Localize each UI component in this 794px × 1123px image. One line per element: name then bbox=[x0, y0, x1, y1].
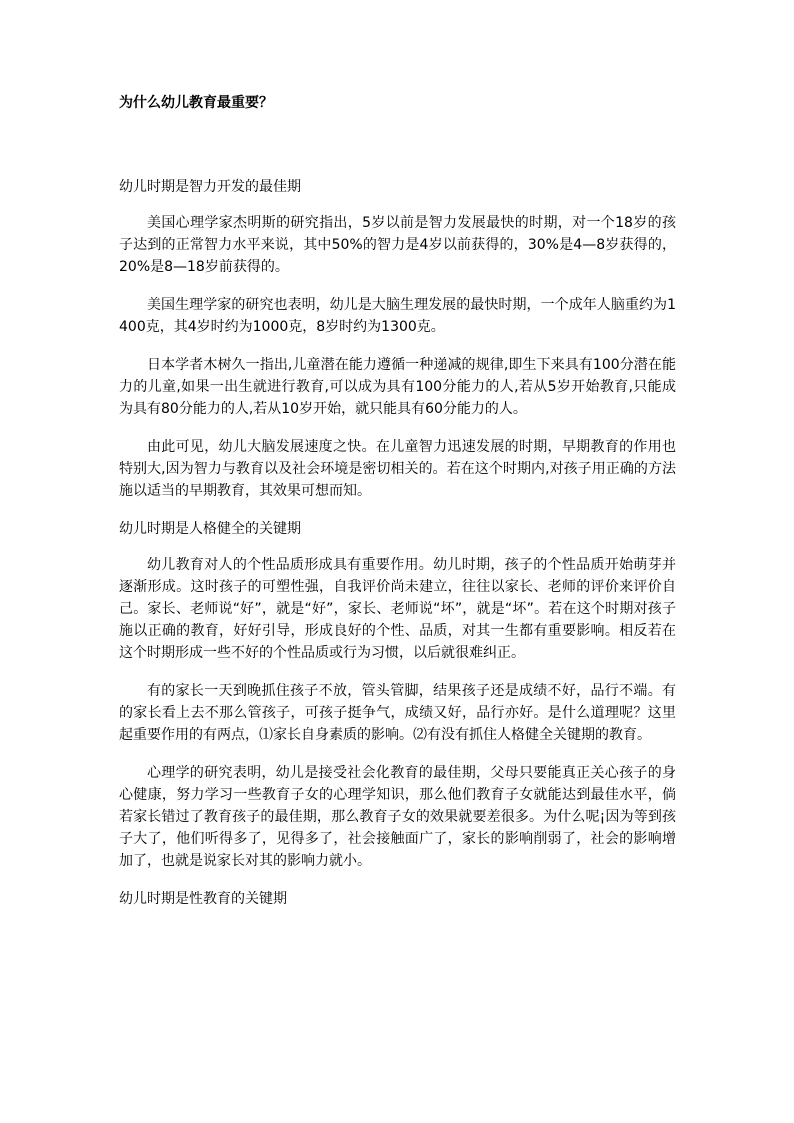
paragraph: 日本学者木树久一指出,儿童潜在能力遵循一种递减的规律,即生下来具有100分潜在能力的儿童,如果一出生就进行教育,可以成为具有100分能力的人,若从5岁开始教育,只能成为具有80分能力的人,若从10岁开始，就只能具有60分能力的人。 bbox=[119, 357, 676, 417]
paragraph: 由此可见，幼儿大脑发展速度之快。在儿童智力迅速发展的时期，早期教育的作用也特别大,因为智力与教育以及社会环境是密切相关的。若在这个时期内,对孩子用正确的方法施以适当的早期教育，其效果可想而知。 bbox=[119, 439, 676, 499]
spacer bbox=[119, 198, 676, 212]
spacer bbox=[119, 338, 676, 354]
paragraph: 心理学的研究表明，幼儿是接受社会化教育的最佳期，父母只要能真正关心孩子的身心健康，努力学习一些教育子女的心理学知识，那么他们教育子女就能达到最佳水平，倘若家长错过了教育孩子的最佳期，那么教育子女的效果就要差很多。为什么呢¡因为等到孩子大了，他们听得多了，见得多了，社会接触面广了，家长的影响削弱了，社会的影响增加了，也就是说家长对其的影响力就小。 bbox=[119, 765, 676, 869]
paragraph: 幼儿教育对人的个性品质形成具有重要作用。幼儿时期，孩子的个性品质开始萌芽并逐渐形成。这时孩子的可塑性强，自我评价尚未建立，往往以家长、老师的评价来评价自己。家长、老师说“好”，就是“好”，家长、老师说“坏”，就是“坏”。若在这个时期对孩子施以正确的教育，好好引导，形成良好的个性、品质，对其一生都有重要影响。相反若在这个时期形成一些不好的个性品质或行为习惯，以后就很难纠正。 bbox=[119, 557, 676, 661]
spacer bbox=[119, 664, 676, 680]
paragraph: 美国生理学家的研究也表明，幼儿是大脑生理发展的最快时期，一个成年人脑重约为1400克，其4岁时约为1000克，8岁时约为1300克。 bbox=[119, 297, 676, 335]
spacer bbox=[119, 420, 676, 436]
section-heading-sex-education: 幼儿时期是性教育的关键期 bbox=[119, 891, 287, 907]
spacer bbox=[119, 502, 676, 518]
document-page bbox=[119, 92, 676, 910]
spacer bbox=[119, 746, 676, 762]
paragraph: 美国心理学家杰明斯的研究指出，5岁以前是智力发展最快的时期，对一个18岁的孩子达到的正常智力水平来说，其中50%的智力是4岁以前获得的，30%是4—8岁获得的，20%是8—18岁前获得的。 bbox=[119, 215, 676, 275]
section-heading-personality: 幼儿时期是人格健全的关键期 bbox=[119, 521, 301, 537]
document-title: 为什么幼儿教育最重要？ bbox=[119, 95, 273, 111]
paragraph: 有的家长一天到晚抓住孩子不放，管头管脚，结果孩子还是成绩不好，品行不端。有的家长看上去不那么管孩子，可孩子挺争气，成绩又好，品行亦好。是什么道理呢？这里起重要作用的有两点，⑴家长自身素质的影响。⑵有没有抓住人格健全关键期的教育。 bbox=[119, 683, 676, 743]
section-heading-intelligence: 幼儿时期是智力开发的最佳期 bbox=[119, 179, 301, 195]
spacer bbox=[119, 278, 676, 294]
spacer bbox=[119, 540, 676, 554]
spacer bbox=[119, 114, 676, 176]
spacer bbox=[119, 872, 676, 888]
